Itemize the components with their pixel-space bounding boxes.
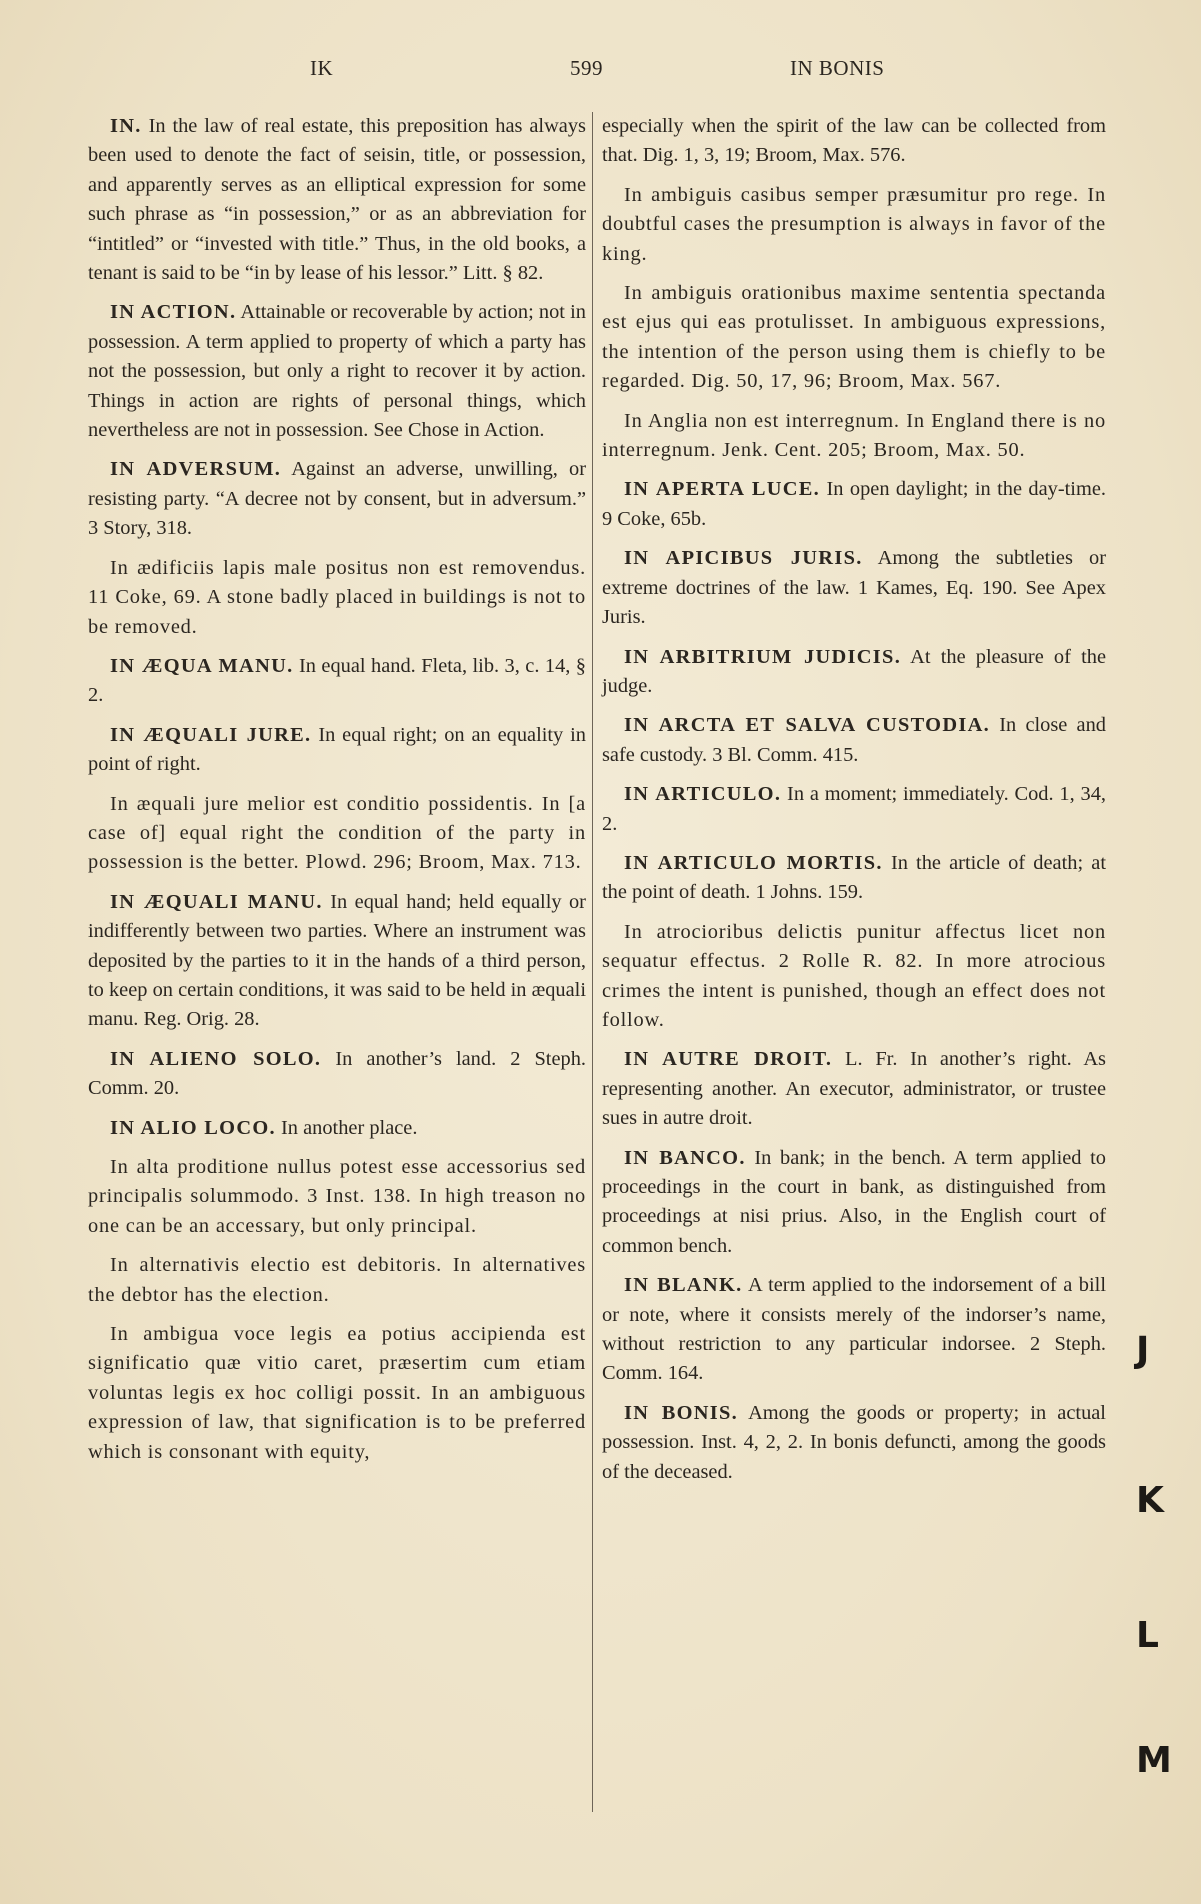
thumb-index-k: K [1136, 1480, 1164, 1521]
entry-in-apicibus-juris: IN APICIBUS JURIS. Among the subtleties or extreme doctrines of the law. 1 Kames, Eq. 190. See Apex Juris. [602, 547, 1106, 629]
entry-in-action: IN ACTION. Attainable or recoverable by action; not in possession. A term applied to property of which a party has not the possession, but only a right to recover it by action. Things in action are rights of personal things, which nevertheless are not in possession. See Chose in Action. [88, 301, 586, 442]
right-column [602, 112, 1106, 1497]
entry-continuation: especially when the spirit of the law can be collected from that. Dig. 1, 3, 19; Broom, Max. 576. [602, 115, 1106, 167]
maxim-in-aequali-jure: In æquali jure melior est conditio possidentis. In [a case of] equal right the condition of the party in possession is the better. Plowd. 296; Broom, Max. 713. [88, 792, 586, 874]
entry-in-aequali-jure: IN ÆQUALI JURE. In equal right; on an equality in point of right. [88, 723, 586, 776]
thumb-index-l: L [1136, 1615, 1159, 1656]
entry-in-articulo: IN ARTICULO. In a moment; immediately. Cod. 1, 34, 2. [602, 783, 1106, 835]
thumb-index-j: J [1136, 1330, 1150, 1371]
maxim-in-atrocioribus: In atrocioribus delictis punitur affectus licet non sequatur effectus. 2 Rolle R. 82. In more atrocious crimes the intent is punished, though an effect does not follow. [602, 920, 1106, 1031]
entry-in-articulo-mortis: IN ARTICULO MORTIS. In the article of death; at the point of death. 1 Johns. 159. [602, 851, 1106, 904]
entry-in-blank: IN BLANK. A term applied to the indorsement of a bill or note, where it consists merely of the indorser’s name, without restriction to any particular indorsee. 2 Steph. Comm. 164. [602, 1274, 1106, 1385]
maxim-in-aedificiis: In ædificiis lapis male positus non est removendus. 11 Coke, 69. A stone badly placed in buildings is not to be removed. [88, 556, 586, 638]
entry-in-adversum: IN ADVERSUM. Against an adverse, unwilling, or resisting party. “A decree not by consent, but in adversum.” 3 Story, 318. [88, 458, 587, 540]
maxim-in-ambiguis-orationibus: In ambiguis orationibus maxime sententia spectanda est ejus qui eas protulisset. In ambiguous expressions, the intention of the person using them is chiefly to be regarded. Dig. 50, 17, 96; Broom, Max. 567. [602, 282, 1106, 393]
running-head-left: IK [310, 56, 334, 80]
left-column [88, 112, 586, 1477]
entry-in: IN. In the law of real estate, this preposition has always been used to denote the fact of seisin, title, or possession, and apparently serves as an elliptical expression for some such phrase as “in possession,” or as an abbreviation for “intitled” or “invested with title.” Thus, in the old books, a tenant is said to be “in by lease of his lessor.” Litt. § 82. [88, 115, 586, 285]
maxim-in-alta-proditione: In alta proditione nullus potest esse accessorius sed principalis solummodo. 3 Inst. 138. In high treason no one can be an accessary, but only principal. [88, 1156, 586, 1237]
entry-in-aequa-manu: IN ÆQUA MANU. In equal hand. Fleta, lib. 3, c. 14, § 2. [88, 654, 587, 707]
maxim-in-alternativis: In alternativis electio est debitoris. In alternatives the debtor has the election. [88, 1254, 586, 1306]
thumb-index-m: M [1136, 1740, 1172, 1781]
running-head-right: IN BONIS [790, 56, 885, 80]
running-head [0, 56, 1201, 86]
entry-in-autre-droit: IN AUTRE DROIT. L. Fr. In another’s right. As representing another. An executor, administrator, or trustee sues in autre droit. [602, 1048, 1106, 1130]
maxim-in-ambiguis-casibus: In ambiguis casibus semper præsumitur pro rege. In doubtful cases the presumption is always in favor of the king. [602, 183, 1106, 265]
entry-in-alieno-solo: IN ALIENO SOLO. In another’s land. 2 Steph. Comm. 20. [88, 1047, 586, 1100]
page-number: 599 [570, 56, 603, 80]
entry-in-arbitrium-judicis: IN ARBITRIUM JUDICIS. At the pleasure of the judge. [602, 645, 1106, 697]
entry-in-banco: IN BANCO. In bank; in the bench. A term applied to proceedings in the court in bank, as distinguished from proceedings at nisi prius. Also, in the English court of common bench. [602, 1146, 1106, 1257]
entry-in-arcta-et-salva-custodia: IN ARCTA ET SALVA CUSTODIA. In close and safe custody. 3 Bl. Comm. 415. [602, 714, 1106, 766]
maxim-in-anglia: In Anglia non est interregnum. In England there is no interregnum. Jenk. Cent. 205; Broom, Max. 50. [602, 409, 1106, 462]
entry-in-aequali-manu: IN ÆQUALI MANU. In equal hand; held equally or indifferently between two parties. Where an instrument was deposited by the parties to it in the hands of a third person, to keep on certain conditions, it was said to be held in æquali manu. Reg. Orig. 28. [88, 890, 586, 1031]
maxim-in-ambigua-voce: In ambigua voce legis ea potius accipienda est significatio quæ vitio caret, præsertim cum etiam voluntas legis ex hoc colligi possit. In an ambiguous expression of law, that signification is to be preferred which is consonant with equity, [88, 1323, 586, 1463]
entry-in-bonis: IN BONIS. Among the goods or property; in actual possession. Inst. 4, 2, 2. In bonis defuncti, among the goods of the deceased. [602, 1401, 1106, 1483]
entry-in-alio-loco: IN ALIO LOCO. In another place. [110, 1116, 418, 1139]
column-rule [592, 112, 593, 1812]
entry-in-aperta-luce: IN APERTA LUCE. In open daylight; in the day-time. 9 Coke, 65b. [602, 478, 1106, 530]
